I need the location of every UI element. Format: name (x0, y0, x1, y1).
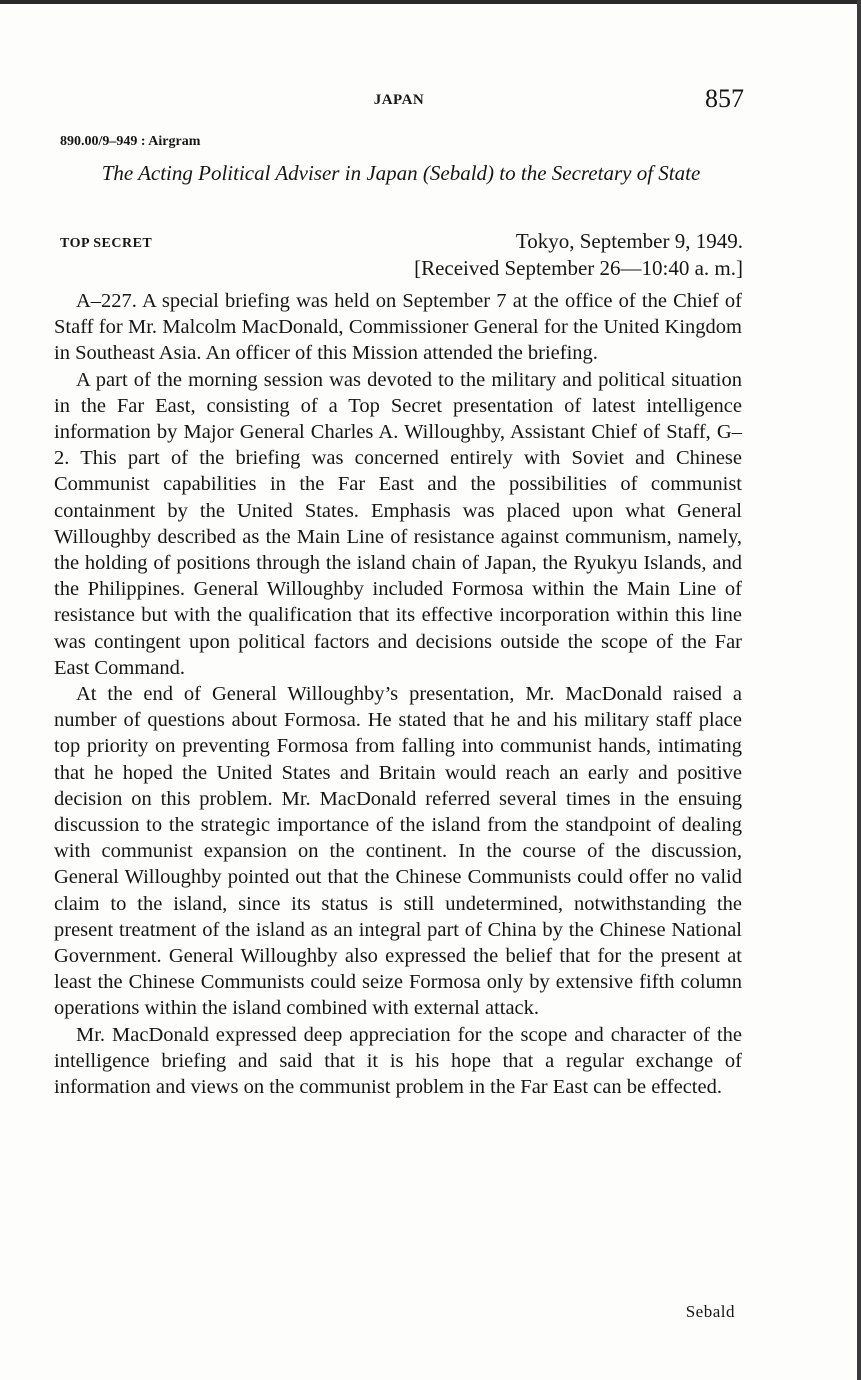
running-title: JAPAN (373, 92, 425, 108)
document-title: The Acting Political Adviser in Japan (Sebald) to the Secretary of State (101, 161, 701, 185)
paragraph-4: Mr. MacDonald expressed deep appreciation for the scope and character of the intelligence briefing and said that it is his hope that a regular exchange of information and views on the communist problem in the Far East can be effected. (54, 1023, 742, 1099)
signature: Sebald (685, 1302, 735, 1321)
page-number: 857 (705, 84, 744, 113)
classification-label: TOP SECRET (60, 236, 153, 251)
dateline: Tokyo, September 9, 1949. (515, 229, 743, 253)
paragraph-3: At the end of General Willoughby’s presentation, Mr. MacDonald raised a number of questions about Formosa. He stated that he and his military staff place top priority on preventing Formosa from falling into communist hands, intimating that he hoped the United States and Britain would reach an early and positive decision on this problem. Mr. MacDonald referred several times in the ensuing discussion to the strategic importance of the island from the standpoint of dealing with communist expansion on the continent. In the course of the discussion, General Willoughby pointed out that the Chinese Communists could offer no valid claim to the island, since its status is still undetermined, notwithstanding the present treatment of the island as an integral part of China by the Chinese National Government. General Willoughby also expressed the belief that for the present at least the Chinese Communists could seize Formosa only by extensive fifth column operations within the island combined with external attack. (54, 683, 742, 1020)
body-text (54, 288, 742, 1100)
paragraph-2: A part of the morning session was devoted to the military and political situation in the Far East, consisting of a Top Secret presentation of latest intelligence information by Major General Charles A. Willoughby, Assistant Chief of Staff, G–2. This part of the briefing was concerned entirely with Soviet and Chinese Communist capabilities in the Far East and the possibilities of communist containment by the United States. Emphasis was placed upon what General Willoughby described as the Main Line of resistance against communism, namely, the holding of positions through the island chain of Japan, the Ryukyu Islands, and the Philippines. General Willoughby included Formosa within the Main Line of resistance but with the qualification that its effective incorporation within this line was contingent upon political factors and decisions outside the scope of the Far East Command. (54, 368, 742, 679)
running-header (54, 86, 744, 118)
received-note: [Received September 26—10:40 a. m.] (414, 256, 743, 280)
page-edge (857, 0, 861, 1380)
file-reference: 890.00/9–949 : Airgram (60, 134, 201, 149)
top-border-rule (0, 0, 861, 4)
paragraph-1: A–227. A special briefing was held on September 7 at the office of the Chief of Staff for Mr. Malcolm MacDonald, Commissioner General for the United Kingdom in Southeast Asia. An officer of this Mission attended the briefing. (54, 290, 742, 365)
